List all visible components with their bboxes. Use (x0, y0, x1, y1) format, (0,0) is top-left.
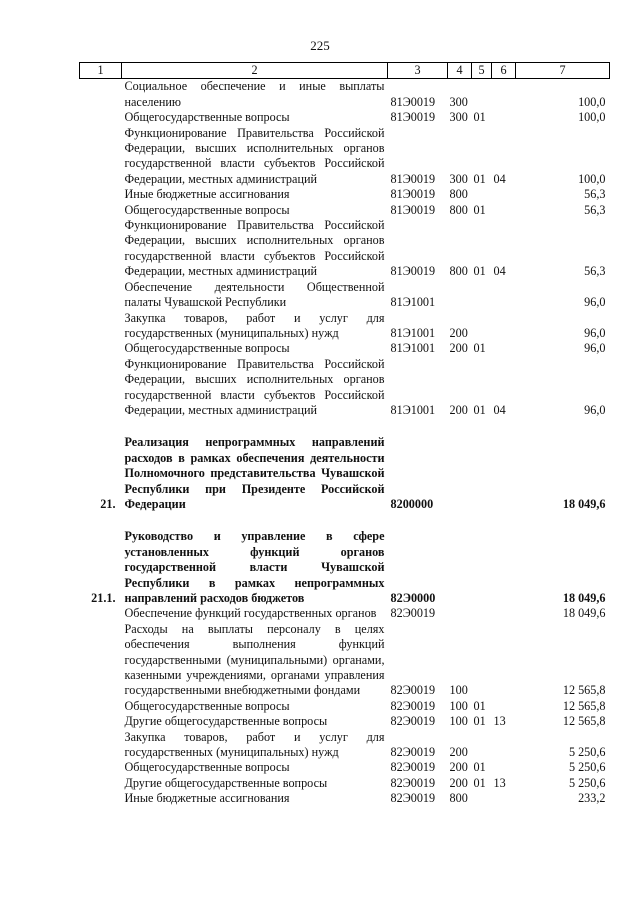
spacer-row (80, 418, 610, 435)
row-section: 01 (473, 760, 486, 775)
table-row (80, 791, 610, 806)
table-row (80, 110, 610, 125)
row-expense-type: 300 (449, 94, 468, 109)
column-header: 4 (448, 63, 472, 79)
row-expense-type: 200 (449, 325, 468, 340)
table-row (80, 311, 610, 342)
row-name: Иные бюджетные ассигнования (124, 791, 290, 806)
row-code: 82Э0019 (390, 745, 436, 760)
row-subsection (492, 622, 516, 699)
row-amount: 12 565,8 (562, 714, 606, 729)
column-header: 5 (472, 63, 492, 79)
table-row (80, 529, 610, 606)
row-name: Общегосударственные вопросы (124, 341, 290, 356)
row-section (472, 791, 492, 806)
row-code: 82Э0019 (390, 791, 436, 806)
row-code: 82Э0019 (390, 760, 436, 775)
row-subsection (492, 203, 516, 218)
row-expense-type: 200 (449, 775, 468, 790)
row-amount: 96,0 (584, 341, 606, 356)
row-amount: 5 250,6 (568, 775, 606, 790)
row-number (80, 79, 122, 110)
table-row (80, 187, 610, 202)
row-number (80, 280, 122, 311)
table-row (80, 622, 610, 699)
row-number (80, 699, 122, 714)
row-subsection: 13 (493, 775, 506, 790)
table-row (80, 218, 610, 280)
row-code: 81Э1001 (390, 341, 436, 356)
row-amount: 233,2 (578, 791, 606, 806)
row-name: Общегосударственные вопросы (124, 698, 290, 713)
row-expense-type: 800 (449, 202, 468, 217)
row-subsection (492, 341, 516, 356)
row-subsection (492, 311, 516, 342)
row-expense-type: 800 (449, 264, 468, 279)
row-code: 82Э0019 (390, 698, 436, 713)
column-header: 2 (122, 63, 388, 79)
row-expense-type (448, 529, 472, 606)
row-name: Другие общегосударственные вопросы (124, 714, 328, 729)
row-expense-type (448, 435, 472, 512)
table-row (80, 435, 610, 512)
row-amount: 96,0 (584, 295, 606, 310)
row-code: 81Э1001 (390, 402, 436, 417)
row-amount: 18 049,6 (562, 496, 606, 511)
row-subsection (492, 280, 516, 311)
row-section (472, 622, 492, 699)
row-name: Функционирование Правительства Российской Федерации, высших исполнительных органов государственной власти субъектов Российской Федерации, местных администраций (124, 125, 385, 186)
row-subsection (492, 435, 516, 512)
row-expense-type: 100 (449, 714, 468, 729)
row-subsection (492, 529, 516, 606)
row-subsection (492, 110, 516, 125)
row-expense-type: 300 (449, 171, 468, 186)
row-expense-type: 300 (449, 110, 468, 125)
row-expense-type: 100 (449, 683, 468, 698)
row-code: 81Э0019 (390, 202, 436, 217)
row-subsection (492, 606, 516, 621)
row-amount: 5 250,6 (568, 760, 606, 775)
row-code: 82Э0019 (390, 683, 436, 698)
column-header-row (80, 63, 610, 79)
row-subsection (492, 730, 516, 761)
row-amount: 56,3 (584, 202, 606, 217)
table-row (80, 79, 610, 110)
row-code: 82Э0019 (390, 714, 436, 729)
row-amount: 100,0 (578, 110, 606, 125)
row-section (472, 730, 492, 761)
row-expense-type: 100 (449, 698, 468, 713)
row-section (472, 79, 492, 110)
row-section: 01 (473, 202, 486, 217)
row-subsection (492, 760, 516, 775)
row-name: Реализация непрограммных направлений расходов в рамках обеспечения деятельности Полномочного представительства Чувашской Республики при Президенте Российской Федерации (124, 435, 385, 511)
row-name: Социальное обеспечение и иные выплаты населению (124, 79, 385, 109)
row-expense-type (448, 606, 472, 621)
row-code: 82Э0019 (390, 775, 436, 790)
row-name: Расходы на выплаты персоналу в целях обеспечения выполнения функций государственными (муниципальными) органами, казенными учреждениями, органами управления государственными внебюджетными фондами (124, 621, 385, 698)
row-number (80, 126, 122, 188)
row-section (472, 606, 492, 621)
row-amount: 18 049,6 (562, 591, 606, 605)
row-expense-type: 800 (449, 187, 468, 202)
row-subsection (492, 791, 516, 806)
row-number (80, 776, 122, 791)
row-name: Иные бюджетные ассигнования (124, 187, 290, 202)
row-number (80, 714, 122, 729)
row-name: Функционирование Правительства Российской Федерации, высших исполнительных органов государственной власти субъектов Российской Федерации, местных администраций (124, 218, 385, 279)
row-number (80, 606, 122, 621)
row-code: 81Э0019 (390, 94, 436, 109)
row-amount: 12 565,8 (562, 683, 606, 698)
row-expense-type: 200 (449, 341, 468, 356)
row-number (80, 341, 122, 356)
table-row (80, 714, 610, 729)
row-code: 81Э0019 (390, 110, 436, 125)
row-number (80, 218, 122, 280)
row-expense-type: 800 (449, 791, 468, 806)
row-expense-type: 200 (449, 745, 468, 760)
row-number: 21. (100, 496, 116, 511)
row-expense-type: 200 (449, 402, 468, 417)
row-amount: 56,3 (584, 187, 606, 202)
row-number (80, 791, 122, 806)
row-expense-type (448, 280, 472, 311)
row-section (472, 280, 492, 311)
row-amount: 56,3 (584, 264, 606, 279)
row-section: 01 (473, 698, 486, 713)
table-row (80, 357, 610, 419)
row-amount: 12 565,8 (562, 698, 606, 713)
row-section (472, 529, 492, 606)
row-section: 01 (473, 402, 486, 417)
table-row (80, 699, 610, 714)
row-subsection (492, 187, 516, 202)
row-number (80, 187, 122, 202)
column-header: 3 (388, 63, 448, 79)
row-section: 01 (473, 775, 486, 790)
row-code: 81Э0019 (390, 171, 436, 186)
row-section: 01 (473, 264, 486, 279)
row-name: Обеспечение деятельности Общественной палаты Чувашской Республики (124, 279, 385, 310)
row-subsection: 04 (493, 171, 506, 186)
row-code: 81Э0019 (390, 187, 436, 202)
row-code: 82Э0019 (390, 606, 436, 621)
row-subsection: 04 (493, 264, 506, 279)
table-row (80, 760, 610, 775)
row-code: 81Э1001 (390, 295, 436, 310)
row-section (472, 187, 492, 202)
table-row (80, 280, 610, 311)
table-row (80, 203, 610, 218)
row-subsection: 13 (493, 714, 506, 729)
row-name: Общегосударственные вопросы (124, 760, 290, 775)
row-name: Другие общегосударственные вопросы (124, 775, 328, 790)
row-section: 01 (473, 110, 486, 125)
table-row (80, 341, 610, 356)
row-section (472, 311, 492, 342)
row-name: Общегосударственные вопросы (124, 202, 290, 217)
table-row (80, 730, 610, 761)
table-row (80, 776, 610, 791)
row-number (80, 311, 122, 342)
row-section: 01 (473, 341, 486, 356)
row-amount: 100,0 (578, 171, 606, 186)
column-header: 7 (516, 63, 610, 79)
row-number (80, 203, 122, 218)
row-subsection (492, 79, 516, 110)
spacer-row (80, 512, 610, 529)
row-code: 8200000 (390, 496, 434, 511)
row-name: Обеспечение функций государственных органов (124, 606, 377, 621)
row-name: Общегосударственные вопросы (124, 110, 290, 125)
row-name: Закупка товаров, работ и услуг для государственных (муниципальных) нужд (124, 310, 385, 340)
row-name: Руководство и управление в сфере установленных функций органов государственной власти Чувашской Республики в рамках непрограммных направлений расходов бюджетов (124, 529, 385, 605)
row-amount: 18 049,6 (562, 606, 606, 621)
row-number (80, 760, 122, 775)
row-code: 82Э0000 (390, 591, 436, 605)
row-section (472, 435, 492, 512)
row-number (80, 110, 122, 125)
row-section: 01 (473, 714, 486, 729)
table-row (80, 126, 610, 188)
row-number: 21.1. (91, 591, 116, 605)
row-number (80, 622, 122, 699)
table-row (80, 606, 610, 621)
row-subsection (492, 699, 516, 714)
row-subsection: 04 (493, 402, 506, 417)
row-code: 81Э1001 (390, 325, 436, 340)
row-section: 01 (473, 171, 486, 186)
row-code: 81Э0019 (390, 264, 436, 279)
row-amount: 96,0 (584, 325, 606, 340)
row-number (80, 357, 122, 419)
budget-table (79, 62, 610, 807)
row-expense-type: 200 (449, 760, 468, 775)
row-amount: 96,0 (584, 402, 606, 417)
page-number: 225 (310, 38, 330, 53)
column-header: 6 (492, 63, 516, 79)
row-name: Функционирование Правительства Российской Федерации, высших исполнительных органов государственной власти субъектов Российской Федерации, местных администраций (124, 356, 385, 417)
row-name: Закупка товаров, работ и услуг для государственных (муниципальных) нужд (124, 729, 385, 760)
column-header: 1 (80, 63, 122, 79)
row-amount: 5 250,6 (568, 745, 606, 760)
row-number (80, 730, 122, 761)
row-amount: 100,0 (578, 94, 606, 109)
